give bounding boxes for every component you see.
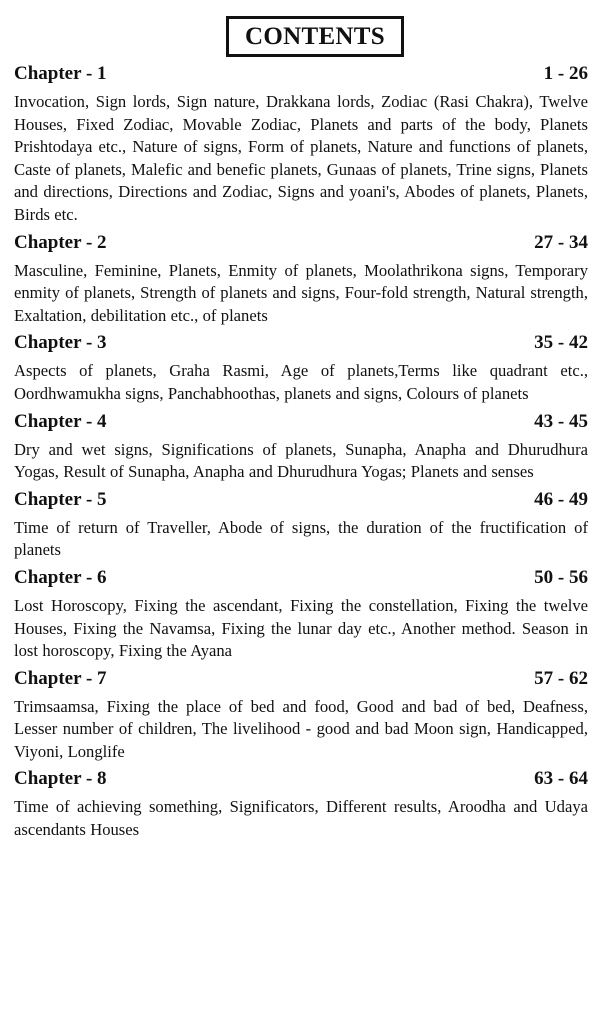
- chapter-page-range: 50 - 56: [534, 566, 588, 588]
- chapter-entry: [14, 766, 588, 841]
- page-title: CONTENTS: [226, 16, 404, 57]
- chapter-page-range: 43 - 45: [534, 410, 588, 432]
- chapter-header: [14, 230, 588, 256]
- chapter-entry: [14, 666, 588, 764]
- chapter-description: Time of achieving something, Significators, Different results, Aroodha and Udaya ascendants Houses: [14, 797, 588, 840]
- chapter-header: [14, 330, 588, 356]
- chapter-header: [14, 666, 588, 692]
- chapter-title: Chapter - 5: [14, 488, 107, 510]
- chapter-entry: [14, 230, 588, 328]
- chapter-description: Trimsaamsa, Fixing the place of bed and food, Good and bad of bed, Deafness, Lesser number of children, The livelihood - good and bad Moon sign, Handicapped, Viyoni, Longlife: [14, 696, 588, 761]
- chapter-description: Invocation, Sign lords, Sign nature, Drakkana lords, Zodiac (Rasi Chakra), Twelve Houses, Fixed Zodiac, Movable Zodiac, Planets and parts of the body, Planets Prishtodaya etc., Nature of signs, Form of planets, Nature and functions of planets, Caste of planets, Malefic and benefic planets, Gunaas of planets, Trine signs, Planets and directions, Directions and Zodiac, Signs and yoani's, Abodes of planets, Planets, Birds etc.: [14, 92, 588, 224]
- chapter-title: Chapter - 4: [14, 410, 107, 432]
- chapter-entry: [14, 487, 588, 562]
- chapter-title: Chapter - 3: [14, 332, 107, 354]
- chapter-page-range: 27 - 34: [534, 231, 588, 253]
- chapter-page-range: 1 - 26: [543, 63, 588, 84]
- chapter-entry: [14, 565, 588, 663]
- chapter-title: Chapter - 7: [14, 667, 107, 689]
- heading-wrap: [14, 16, 588, 60]
- chapter-list: [14, 61, 588, 842]
- chapter-entry: [14, 61, 588, 227]
- chapter-page-range: 63 - 64: [534, 768, 588, 790]
- chapter-header: [14, 565, 588, 591]
- chapter-description: Lost Horoscopy, Fixing the ascendant, Fixing the constellation, Fixing the twelve Houses, Fixing the Navamsa, Fixing the lunar day etc., Another method. Season in lost horoscopy, Fixing the Ayana: [14, 595, 588, 661]
- chapter-description: Time of return of Traveller, Abode of signs, the duration of the fructification of planets: [14, 517, 588, 560]
- chapter-header: [14, 487, 588, 513]
- chapter-title: Chapter - 1: [14, 63, 107, 84]
- chapter-title: Chapter - 6: [14, 566, 107, 588]
- chapter-title: Chapter - 8: [14, 768, 107, 790]
- chapter-title: Chapter - 2: [14, 231, 107, 253]
- chapter-entry: [14, 330, 588, 405]
- chapter-header: [14, 61, 588, 87]
- chapter-entry: [14, 409, 588, 484]
- chapter-page-range: 35 - 42: [534, 332, 588, 354]
- chapter-description: Dry and wet signs, Significations of planets, Sunapha, Anapha and Dhurudhura Yogas, Result of Sunapha, Anapha and Dhurudhura Yogas; Planets and senses: [14, 439, 588, 482]
- chapter-description: Masculine, Feminine, Planets, Enmity of planets, Moolathrikona signs, Temporary enmity of planets, Strength of planets and signs, Four-fold strength, Natural strength, Exaltation, debilitation etc., of planets: [14, 260, 588, 325]
- chapter-page-range: 57 - 62: [534, 667, 588, 689]
- chapter-header: [14, 409, 588, 435]
- chapter-page-range: 46 - 49: [534, 488, 588, 510]
- chapter-header: [14, 766, 588, 792]
- chapter-description: Aspects of planets, Graha Rasmi, Age of planets,Terms like quadrant etc., Oordhwamukha signs, Panchabhoothas, planets and signs, Colours of planets: [14, 361, 588, 403]
